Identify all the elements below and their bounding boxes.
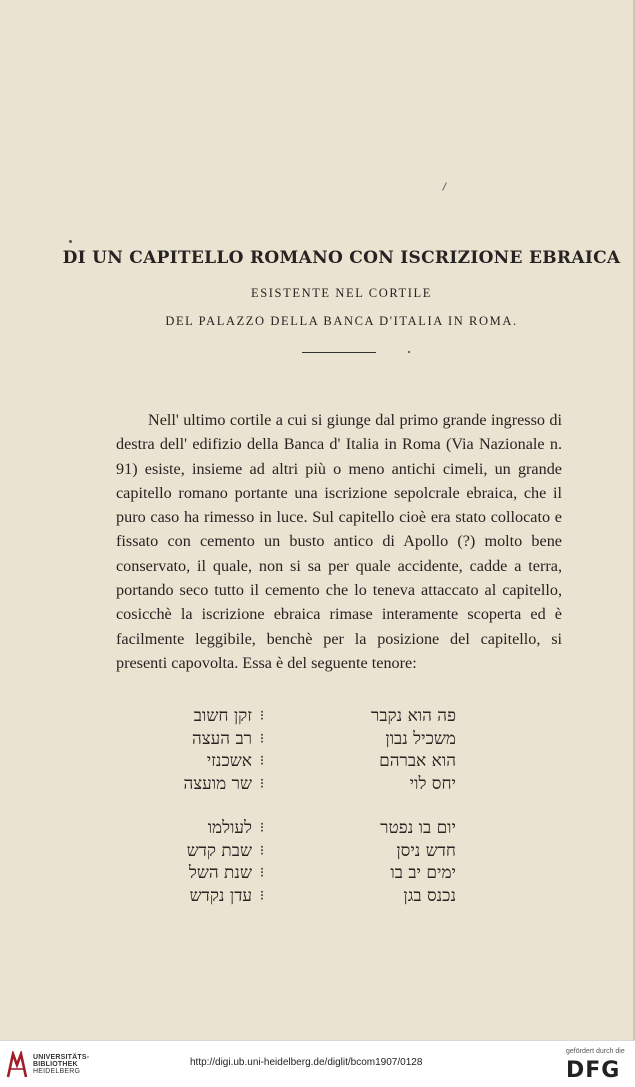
- funding-note: gefördert durch die: [566, 1048, 625, 1055]
- article-title: DI UN CAPITELLO ROMANO CON ISCRIZIONE EBRAICA: [62, 248, 621, 268]
- inscription-right-text: נכנס בגן: [403, 885, 456, 906]
- inscription-left-text: שר מועצה: [183, 773, 252, 794]
- dfg-logo: DFG: [566, 1058, 621, 1083]
- library-name: [33, 1054, 89, 1075]
- university-library-logo-icon: [6, 1051, 28, 1079]
- inscription-line: [116, 728, 456, 751]
- body-paragraph: Nell' ultimo cortile a cui si giunge dal primo grande ingresso di destra dell' edifizio della Banca d' Italia in Roma (Via Nazionale n. 91) esiste, insieme ad altri più o meno antichi cimeli, un grande capitello romano portante una iscrizione sepolcrale ebraica, che il puro caso ha rimesso in luce. Sul capitello cioè era stato collocato e fissato con cemento un busto antico di Apollo (?) molto bene conservato, il quale, non si sa per quale accidente, cadde a terra, portando seco tutto il cemento che lo teneva attaccato al capitello, cosicchè la iscrizione ebraica rimase interamente scoperta ed è facilmente leggibile, benchè per la posizione del capitello, si presenti capovolta. Essa è del seguente tenore:: [116, 411, 562, 672]
- inscription-left-text: אשכנזי: [206, 751, 252, 772]
- inscription-line: [116, 705, 456, 728]
- inscription-separator: ⁝: [259, 842, 265, 859]
- inscription-stanza-2: [116, 817, 456, 907]
- permalink-link[interactable]: http://digi.ub.uni-heidelberg.de/diglit/bcom1907/0128: [190, 1057, 423, 1068]
- inscription-right-text: יום בו נפטר: [380, 818, 456, 839]
- inscription-separator: ⁝: [259, 865, 265, 882]
- inscription-separator: ⁝: [259, 887, 265, 904]
- inscription-left-text: עדן נקדש: [189, 885, 252, 906]
- inscription-right-text: הוא אברהם: [379, 751, 456, 772]
- inscription-left-text: שבת קדש: [186, 840, 252, 861]
- inscription-stanza-1: [116, 705, 456, 795]
- inscription-right-text: משכיל נבון: [385, 728, 456, 749]
- inscription-right-text: יחס לוי: [409, 773, 456, 794]
- inscription-separator: ⁝: [259, 820, 265, 837]
- inscription-separator: ⁝: [259, 730, 265, 747]
- inscription-left-text: שנת השל: [188, 863, 252, 884]
- inscription-left-text: רב העצה: [191, 728, 252, 749]
- ink-speck: [408, 351, 410, 353]
- inscription-right-text: פה הוא נקבר: [371, 706, 456, 727]
- inscription-line: [116, 817, 456, 840]
- inscription-separator: ⁝: [259, 775, 265, 792]
- library-name-line-1: UNIVERSITÄTS-: [33, 1054, 90, 1061]
- inscription-line: [116, 750, 456, 773]
- inscription-left-text: לעולמו: [207, 818, 252, 839]
- ink-mark: [442, 182, 447, 191]
- inscription-left-text: זקן חשוב: [193, 706, 252, 727]
- digitization-footer: [0, 1040, 635, 1087]
- title-divider: [302, 352, 376, 353]
- article-subtitle-line-1: ESISTENTE NEL CORTILE: [251, 286, 432, 300]
- inscription-right-text: ימים יב בו: [390, 863, 456, 884]
- article-body: [116, 408, 562, 675]
- inscription-line: [116, 885, 456, 908]
- inscription-separator: ⁝: [259, 753, 265, 770]
- article-subtitle-line-2: DEL PALAZZO DELLA BANCA D'ITALIA IN ROMA.: [165, 314, 518, 328]
- ink-speck: [69, 240, 72, 243]
- inscription-separator: ⁝: [259, 708, 265, 725]
- inscription-line: [116, 862, 456, 885]
- inscription-line: [116, 773, 456, 796]
- inscription-right-text: חדש ניסן: [396, 840, 456, 861]
- library-name-line-3: HEIDELBERG: [33, 1068, 81, 1075]
- inscription-line: [116, 840, 456, 863]
- library-name-line-2: BIBLIOTHEK: [33, 1061, 78, 1068]
